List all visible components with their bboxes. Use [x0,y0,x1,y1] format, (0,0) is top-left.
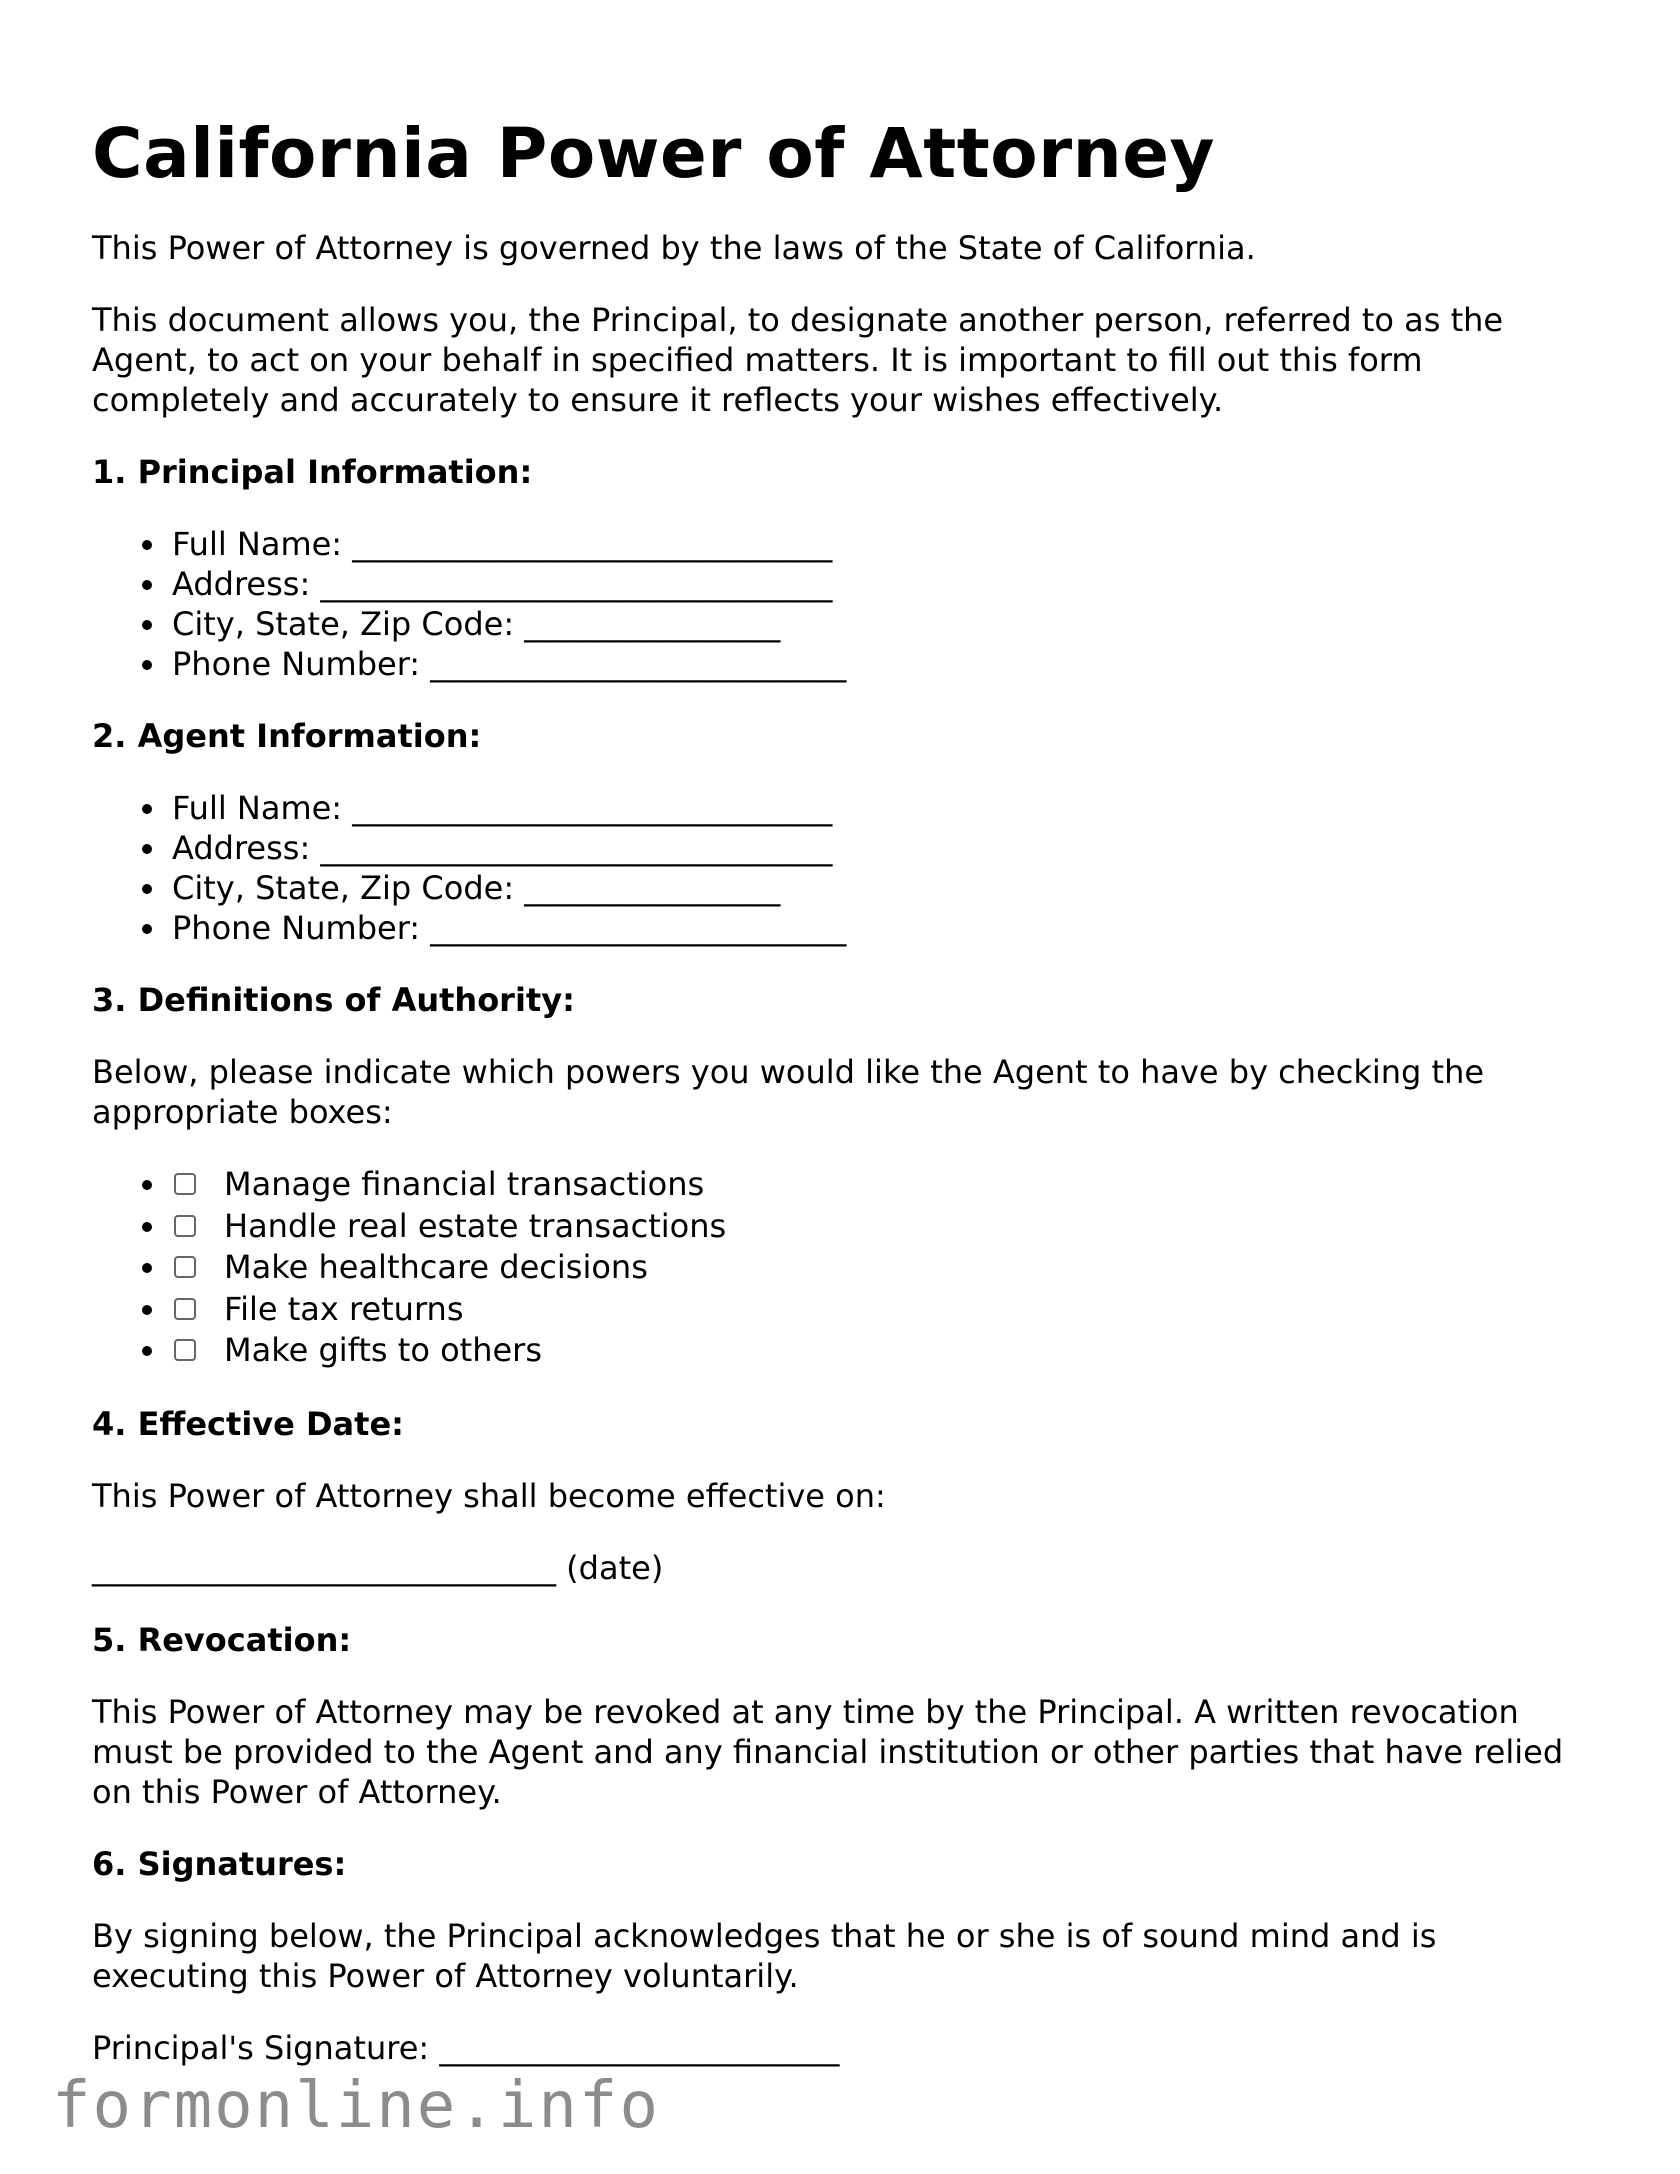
authority-option-gifts[interactable] [172,1330,1592,1372]
signatures-text: By signing below, the Principal acknowledges that he or she is of sound mind and is executing this Power of Attorney voluntarily. [92,1916,1437,1995]
checkbox[interactable] [174,1215,196,1237]
effective-date-text: This Power of Attorney shall become effective on: [92,1476,886,1515]
watermark: formonline.info [52,2069,660,2143]
authority-instructions: Below, please indicate which powers you would like the Agent to have by checking the appropriate boxes: [92,1053,1485,1131]
authority-section-heading: 3. Definitions of Authority: [92,981,575,1019]
principal-address-field[interactable]: Address: ________________________________ [172,564,1592,604]
authority-options-list [92,1164,1592,1372]
authority-option-label: Make gifts to others [224,1331,542,1369]
authority-option-tax[interactable] [172,1289,1592,1331]
authority-option-label: Make healthcare decisions [224,1248,648,1286]
agent-phone-field[interactable]: Phone Number: __________________________ [172,908,1592,948]
principal-signature-field[interactable]: Principal's Signature: _________________________ [92,2028,840,2067]
principal-section-heading: 1. Principal Information: [92,453,533,491]
checkbox[interactable] [174,1298,196,1320]
authority-option-label: Manage financial transactions [224,1165,705,1203]
effective-date-heading: 4. Effective Date: [92,1404,404,1443]
agent-address-field[interactable]: Address: ________________________________ [172,828,1592,868]
authority-option-real-estate[interactable] [172,1206,1592,1248]
governing-law-text: This Power of Attorney is governed by the laws of the State of California. [92,229,1256,267]
revocation-heading: 5. Revocation: [92,1620,352,1659]
agent-fields-list [92,788,1592,948]
revocation-text: This Power of Attorney may be revoked at any time by the Principal. A written revocation must be provided to the Agent and any financial institution or other parties that have relied on this Power of Attorney. [92,1692,1564,1811]
effective-date-field[interactable]: _____________________________ (date) [92,1548,664,1587]
authority-option-financial[interactable] [172,1164,1592,1206]
document-page [92,110,1592,2100]
principal-city-state-zip-field[interactable]: City, State, Zip Code: ________________ [172,604,1592,644]
purpose-text: This document allows you, the Principal, to designate another person, referred to as the Agent, to act on your behalf in specified matters. It is important to fill out this form completely and accurately to ensure it reflects your wishes effectively. [92,301,1504,419]
document-title: California Power of Attorney [92,114,1216,194]
authority-option-label: Handle real estate transactions [224,1206,727,1245]
checkbox[interactable] [174,1339,196,1361]
principal-fields-list [92,524,1592,684]
agent-full-name-field[interactable]: Full Name: ______________________________ [172,788,1592,828]
agent-city-state-zip-field[interactable]: City, State, Zip Code: ________________ [172,868,1592,908]
principal-phone-field[interactable]: Phone Number: __________________________ [172,644,1592,684]
signatures-heading: 6. Signatures: [92,1844,347,1883]
principal-full-name-field[interactable]: Full Name: ______________________________ [172,524,1592,564]
checkbox[interactable] [174,1173,196,1195]
checkbox[interactable] [174,1256,196,1278]
agent-section-heading: 2. Agent Information: [92,717,482,755]
authority-option-healthcare[interactable] [172,1247,1592,1289]
authority-option-label: File tax returns [224,1289,464,1328]
